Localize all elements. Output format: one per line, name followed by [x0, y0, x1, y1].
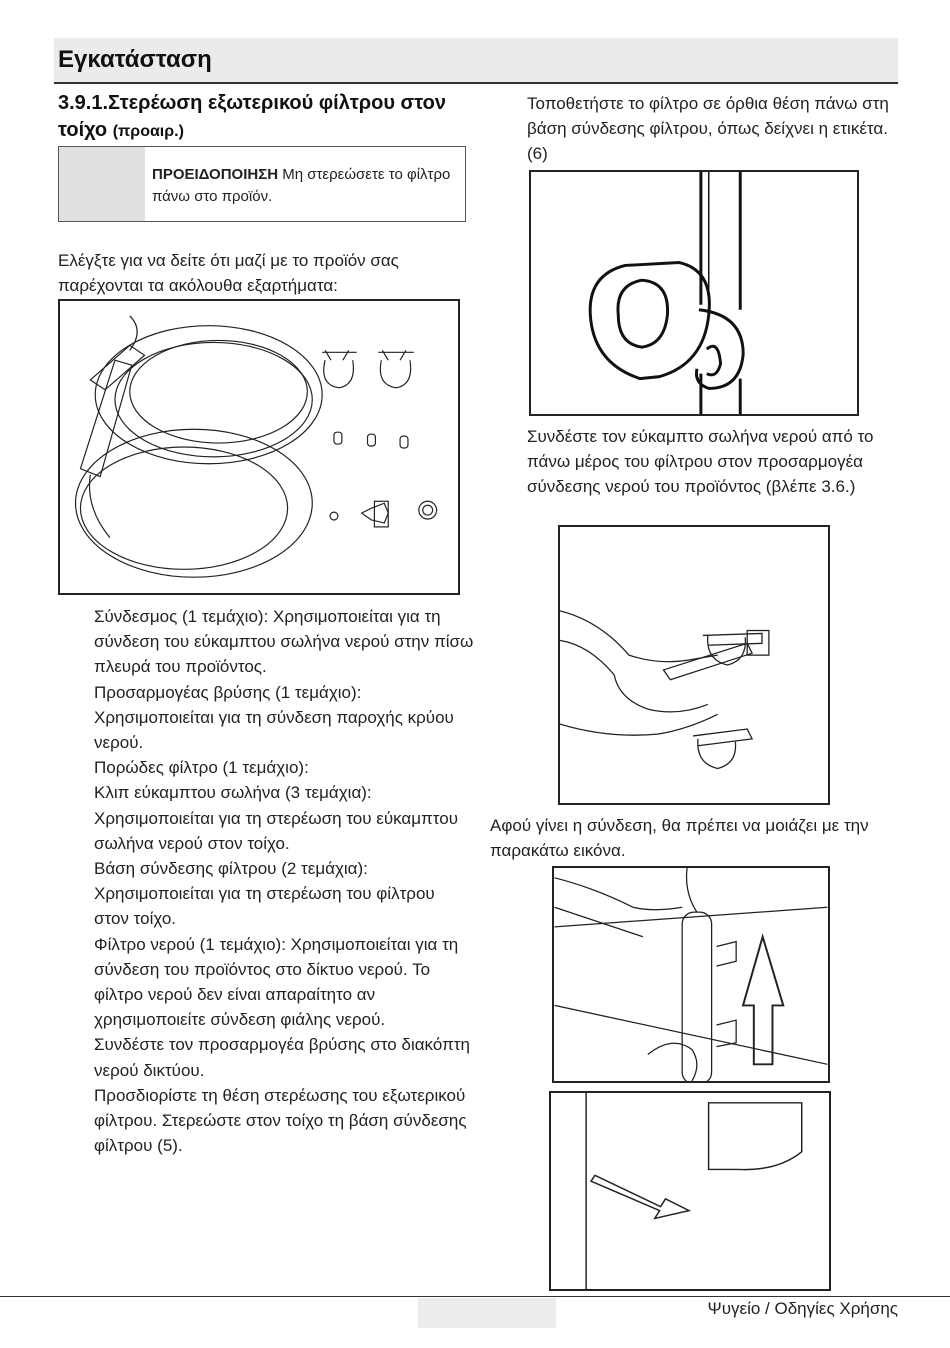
- right-paragraph-3: Αφού γίνει η σύνδεση, θα πρέπει να μοιάζει με την παρακάτω εικόνα.: [490, 816, 869, 860]
- page-number-box: [418, 1298, 556, 1328]
- list-item: Φίλτρο νερού (1 τεμάχιο): Χρησιμοποιείται για τη σύνδεση του προϊόντος στο δίκτυο νερού. Το φίλτρο νερού δεν είναι απαραίτητο αν χρησιμοποιείτε σύνδεση φιάλης νερού.: [94, 934, 459, 1030]
- parts-list: [94, 604, 474, 1158]
- section-title: [58, 90, 458, 145]
- accessories-illustration: [60, 301, 458, 593]
- filter-bracket-illustration: [531, 172, 857, 414]
- warning-text-block: [152, 164, 462, 208]
- warning-box: [58, 146, 466, 222]
- list-item: Προσαρμογέας βρύσης (1 τεμάχιο): Χρησιμοποιείται για τη σύνδεση παροχής κρύου νερού.: [94, 682, 454, 753]
- warning-label: ΠΡΟΕΙΔΟΠΟΙΗΣΗ: [152, 166, 279, 183]
- header-title: Εγκατάσταση: [58, 46, 212, 73]
- final-view-figure: [549, 1091, 831, 1291]
- footer-text: Ψυγείο / Οδηγίες Χρήσης: [707, 1299, 898, 1318]
- list-item: Σύνδεσμος (1 τεμάχιο): Χρησιμοποιείται για τη σύνδεση του εύκαμπτου σωλήνα νερού στην πίσω πλευρά του προϊόντος.: [94, 607, 474, 677]
- installed-filter-figure: [552, 866, 830, 1083]
- hose-connection-illustration: [560, 527, 828, 803]
- accessories-figure: [58, 299, 460, 595]
- intro-paragraph: Ελέγξτε για να δείτε ότι μαζί με το προϊόν σας παρέχονται τα ακόλουθα εξαρτήματα:: [58, 251, 399, 295]
- list-item: Βάση σύνδεσης φίλτρου (2 τεμάχια): Χρησιμοποιείται για τη στερέωση του φίλτρου στον τοίχο.: [94, 859, 435, 929]
- right-paragraph-1: Τοποθετήστε το φίλτρο σε όρθια θέση πάνω στη βάση σύνδεσης φίλτρου, όπως δείχνει η ετικέτα. (6): [527, 94, 889, 163]
- installed-filter-illustration: [554, 868, 828, 1081]
- list-item: Κλιπ εύκαμπτου σωλήνα (3 τεμάχια): Χρησιμοποιείται για τη στερέωση του εύκαμπτου σωλήνα νερού στον τοίχο.: [94, 783, 459, 853]
- section-title-main: 3.9.1.Στερέωση εξωτερικού φίλτρου στον τοίχο: [58, 92, 446, 141]
- list-item: Συνδέστε τον προσαρμογέα βρύσης στο διακόπτη νερού δικτύου.: [94, 1035, 470, 1080]
- list-item: Πορώδες φίλτρο (1 τεμάχιο):: [94, 758, 309, 778]
- warning-text: Μη στερεώσετε το φίλτρο πάνω στο προϊόν.: [152, 166, 451, 205]
- right-paragraph-2: Συνδέστε τον εύκαμπτο σωλήνα νερού από το πάνω μέρος του φίλτρου στον προσαρμογέα σύνδεσης νερού του προϊόντος (βλέπε 3.6.): [527, 427, 874, 496]
- warning-icon-area: [59, 147, 145, 221]
- list-item: Προσδιορίστε τη θέση στερέωσης του εξωτερικού φίλτρου. Στερεώστε στον τοίχο τη βάση σύνδεσης φίλτρου (5).: [94, 1085, 467, 1156]
- footer-divider: [0, 1296, 950, 1297]
- section-title-suffix: (προαιρ.): [112, 123, 184, 140]
- filter-bracket-figure: [529, 170, 859, 416]
- section-header: [54, 38, 898, 84]
- final-view-illustration: [551, 1093, 829, 1289]
- hose-connection-figure: [558, 525, 830, 805]
